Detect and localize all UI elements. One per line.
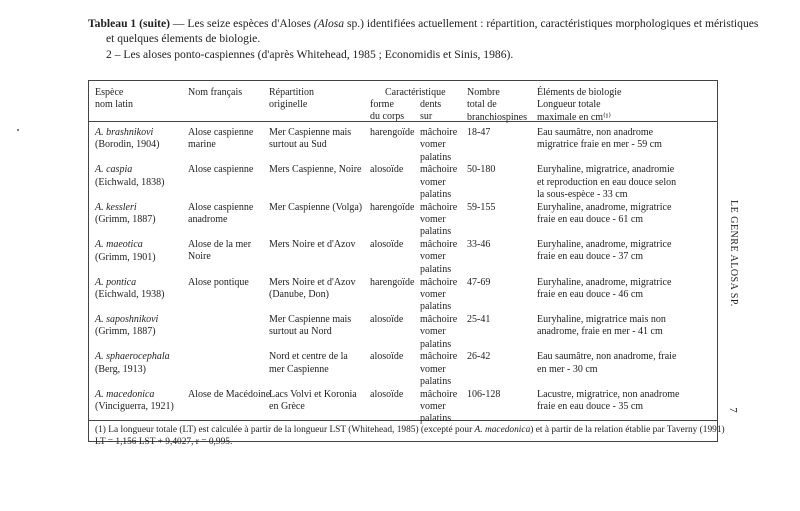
species-latin-name: A. pontica — [95, 276, 137, 288]
species-author: (Grimm, 1901) — [95, 251, 156, 263]
gill-raker-count: 106-128 — [467, 388, 501, 400]
gill-raker-count: 59-155 — [467, 201, 496, 213]
teeth: mâchoire vomer palatins — [420, 164, 458, 200]
distribution: Mers Caspienne, Noire — [269, 164, 362, 176]
header-nombre: Nombre total de branchiospines — [467, 87, 527, 123]
distribution: Mers Noire et d'Azov — [269, 239, 356, 251]
biology: Euryhaline, anadrome, migratrice fraie en eau douce - 46 cm — [537, 276, 672, 300]
margin-mark — [17, 129, 19, 131]
biology: Lacustre, migratrice, non anadrome fraie en eau douce - 35 cm — [537, 388, 680, 413]
table-subcaption: 2 – Les aloses ponto-caspiennes (d'après Whitehead, 1985 ; Economidis et Sinis, 1986). — [106, 48, 514, 61]
species-author: (Berg, 1913) — [95, 363, 146, 375]
french-name: Alose de Macédoine — [188, 388, 271, 400]
header-caracteristique: Caractéristique — [385, 87, 446, 98]
species-latin-name: A. caspia — [95, 164, 133, 176]
page-number: 7 — [726, 407, 739, 413]
running-head: LE GENRE ALOSA SP. — [728, 200, 739, 307]
teeth: mâchoire vomer palatins — [420, 201, 458, 238]
footnote-text: (1) La longueur totale (LT) est calculée à partir de la longueur LST (Whitehead, 1985) (excepté pour — [95, 425, 475, 435]
french-name: Alose pontique — [188, 276, 249, 288]
species-author: (Borodin, 1904) — [95, 139, 160, 151]
species-latin-name: A. kessleri — [95, 201, 137, 213]
body-shape: harengoïde — [370, 276, 415, 288]
french-name: Alose caspienne anadrome — [188, 201, 254, 226]
gill-raker-count: 26-42 — [467, 351, 491, 363]
biology: Eau saumâtre, non anadrome, fraie en mer - 30 cm — [537, 351, 677, 375]
teeth: mâchoire vomer palatins — [420, 351, 458, 387]
species-author: (Eichwald, 1938) — [95, 288, 165, 300]
table-caption-line2: et quelques élements de biologie. — [106, 32, 261, 45]
distribution: Mer Caspienne mais surtout au Sud — [269, 127, 352, 151]
teeth: mâchoire vomer palatins — [420, 127, 458, 163]
header-biologie: Éléments de biologie Longueur totale maximale en cm⁽¹⁾ — [537, 87, 622, 123]
distribution: Lacs Volvi et Koronia en Grèce — [269, 388, 357, 413]
french-name: Alose caspienne marine — [188, 127, 254, 151]
body-shape: alosoïde — [370, 351, 404, 363]
biology: Eau saumâtre, non anadrome migratrice fraie en mer - 59 cm — [537, 127, 662, 151]
gill-raker-count: 18-47 — [467, 127, 491, 138]
biology: Euryhaline, migratrice, anadromie et reproduction en eau douce selon la sous-espèce - 33 cm — [537, 164, 677, 200]
french-name: Alose de la mer Noire — [188, 239, 252, 263]
header-dents: dents sur — [420, 99, 442, 123]
footnote-text-end: ) et à partir de la relation établie par Taverny (1991) — [530, 425, 725, 435]
gill-raker-count: 33-46 — [467, 239, 491, 251]
species-latin-name: A. macedonica — [95, 388, 155, 400]
footnote-formula: LT = 1,156 LST + 9,4027, r = 0,995. — [95, 436, 233, 447]
caption-genus: (Alosa — [313, 17, 345, 30]
biology: Euryhaline, anadrome, migratrice fraie en eau douce - 37 cm — [537, 239, 672, 263]
distribution: Nord et centre de la mer Caspienne — [269, 351, 348, 375]
species-latin-name: A. maeotica — [95, 239, 143, 251]
biology: Euryhaline, anadrome, migratrice fraie en eau douce - 61 cm — [537, 201, 672, 226]
header-divider — [89, 121, 717, 122]
body-shape: harengoïde — [370, 201, 415, 213]
header-espece: Espèce nom latin — [95, 87, 134, 111]
header-repartition: Répartition originelle — [269, 87, 314, 111]
gill-raker-count: 50-180 — [467, 164, 496, 176]
biology: Euryhaline, migratrice mais non anadrome, fraie en mer - 41 cm — [537, 314, 666, 338]
gill-raker-count: 25-41 — [467, 314, 491, 325]
body-shape: harengoïde — [370, 127, 415, 138]
teeth: mâchoire vomer palatins — [420, 276, 458, 313]
body-shape: alosoïde — [370, 314, 404, 325]
body-shape: alosoïde — [370, 388, 404, 400]
footnote-species: A. macedonica — [474, 425, 531, 435]
species-latin-name: A. brashnikovi — [95, 127, 154, 138]
teeth: mâchoire vomer palatins — [420, 239, 458, 275]
header-forme: forme du corps — [370, 99, 405, 123]
distribution: Mers Noire et d'Azov (Danube, Don) — [269, 276, 356, 300]
body-shape: alosoïde — [370, 239, 404, 251]
french-name: Alose caspienne — [188, 164, 254, 176]
species-author: (Grimm, 1887) — [95, 326, 156, 338]
caption-text: — Les seize espèces d'Aloses — [170, 17, 314, 30]
species-author: (Eichwald, 1838) — [95, 176, 165, 188]
species-latin-name: A. saposhnikovi — [95, 314, 159, 325]
species-latin-name: A. sphaerocephala — [95, 351, 170, 363]
teeth: mâchoire vomer palatins — [420, 388, 458, 425]
caption-text-end: sp.) identifiées actuellement : répartition, caractéristiques morphologiques et méristiques — [344, 17, 759, 30]
footnote — [95, 425, 725, 448]
footnote-divider — [89, 420, 717, 421]
species-author: (Grimm, 1887) — [95, 214, 156, 226]
teeth: mâchoire vomer palatins — [420, 314, 458, 350]
species-author: (Vinciguerra, 1921) — [95, 401, 174, 413]
distribution: Mer Caspienne mais surtout au Nord — [269, 314, 352, 338]
table-caption-line1 — [88, 17, 758, 31]
distribution: Mer Caspienne (Volga) — [269, 201, 363, 213]
gill-raker-count: 47-69 — [467, 276, 491, 288]
caption-label: Tableau 1 (suite) — [88, 17, 171, 30]
header-nom-francais: Nom français — [188, 87, 243, 98]
species-table — [88, 80, 725, 447]
body-shape: alosoïde — [370, 164, 404, 176]
